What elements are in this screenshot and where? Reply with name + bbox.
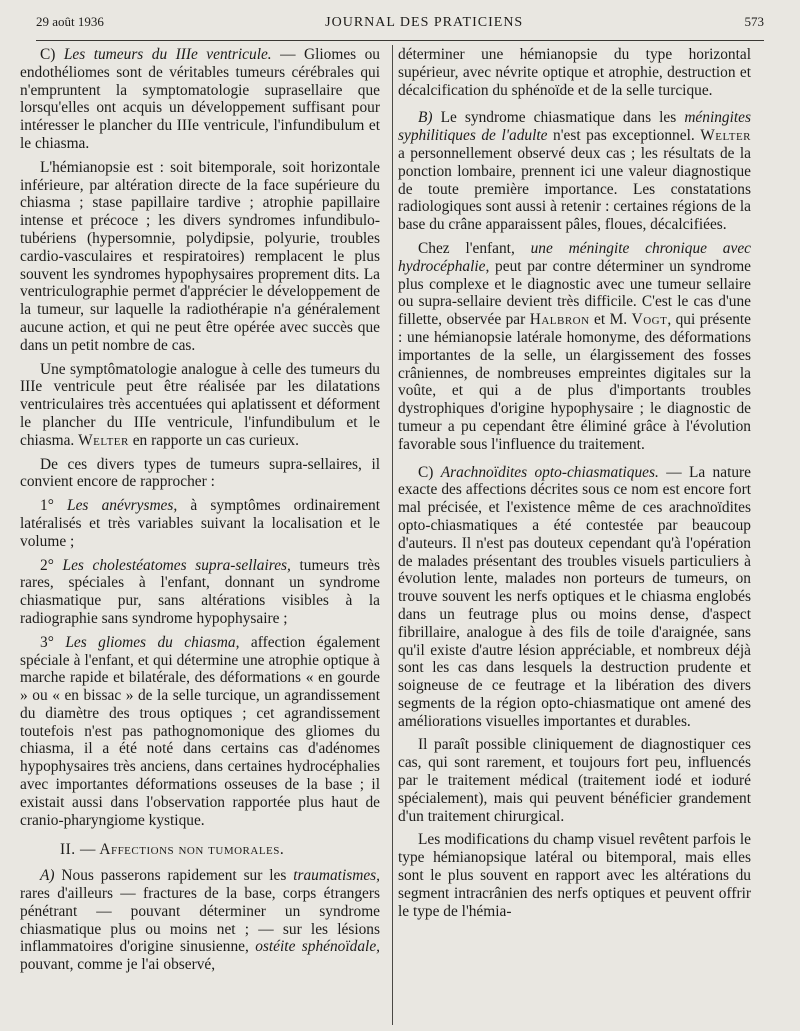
item-title: Les anévrysmes,: [67, 497, 178, 515]
header-rule: [36, 40, 764, 41]
paragraph: C) Les tumeurs du IIIe ventricule. — Gliomes ou endothéliomes sont de véritables tumeurs cérébrales qui n'empruntent la symptomatologie suprasellaire que lorsqu'elles ont acquis un développement suffisant pour intéresser le plancher du IIIe ventricule, l'infundibulum et le chiasma.: [20, 46, 380, 152]
journal-title: JOURNAL DES PRATICIENS: [325, 15, 524, 30]
right-column: [398, 46, 751, 926]
paragraph: A) Nous passerons rapidement sur les traumatismes, rares d'ailleurs — fractures de la base, corps étrangers pénétrant — pouvant déterminer un syndrome chiasmatique plus ou moins net ; — sur les lésions inflammatoires d'origine sinusienne, ostéite sphénoïdale, pouvant, comme je l'ai observé,: [20, 867, 381, 974]
list-item: 2° Les cholestéatomes supra-sellaires, tumeurs très rares, spéciales à l'enfant, donnant un syndrome chiasmatique pur, sans altérations visibles à la radiographie sans syndrome hypophysaire ;: [20, 556, 380, 627]
page-header: [36, 14, 764, 36]
author-name: Vogt: [631, 311, 668, 329]
paragraph: déterminer une hémianopsie du type horizontal supérieur, avec névrite optique et atrophie, destruction et décalcification du sphénoïde et de la selle turcique.: [398, 46, 751, 99]
paragraph: Une symptômatologie analogue à celle des tumeurs du IIIe ventricule peut être réalisée par les dilatations ventriculaires très accentuées qui aplatissent et déforment le plancher du IIIe ventricule, l'infundibulum et le chiasma. Welter en rapporte un cas curieux.: [20, 360, 380, 449]
list-item: 3° Les gliomes du chiasma, affection également spéciale à l'enfant, et qui détermine une atrophie optique à marche rapide et bilatérale, des déformations « en gourde » ou « en bissac » de la selle turcique, un agrandissement du diamètre des trous optiques ; cet agrandissement toutefois n'est pas pathognomonique des gliomes du chiasma, il a été noté dans certains cas d'adénomes hypophysaires très anciens, dans certaines hydrocéphalies avec importantes déformations osseuses de la base ; il existait aussi dans l'observation rapportée plus haut de cranio-pharyngiome kystique.: [20, 633, 381, 829]
paragraph: Il paraît possible cliniquement de diagnostiquer ces cas, qui sont rarement, et toujours fort peu, influencés par le traitement médical (traitement iodé et ioduré spécialement), mais qui peuvent bénéficier grandement d'un traitement chirurgical.: [398, 736, 751, 825]
page-number: 573: [744, 14, 764, 29]
paragraph: De ces divers types de tumeurs supra-sellaires, il convient encore de rapprocher :: [20, 455, 380, 491]
item-title: traumatismes,: [293, 867, 381, 885]
item-title: Les cholestéatomes supra-sellaires,: [62, 556, 291, 574]
issue-date: 29 août 1936: [36, 14, 104, 29]
column-divider: [392, 45, 393, 1025]
paragraph: L'hémianopsie est : soit bitemporale, soit horizontale inférieure, par altération directe de la face supérieure du chiasma ; stase papillaire tardive ; atrophie papillaire intense et précoce ; les divers syndromes infundibulo-tubériens (hypersomnie, polydipsie, polyurie, troubles cardio-vasculaires et respiratoires) remplacent le plus souvent les syndromes hypophysaires proprement dits. La ventriculographie permet d'apprécier le développement de la tumeur, sur laquelle la radiothérapie n'a généralement aucune action, et qui ne peut être opérée avec succès que dans un petit nombre de cas.: [20, 158, 380, 354]
item-title: méningites syphilitiques de l'adulte: [398, 109, 751, 145]
section-title: Les tumeurs du IIIe ventricule.: [63, 46, 272, 63]
paragraph: Chez l'enfant, une méningite chronique avec hydrocéphalie, peut par contre déterminer un syndrome plus complexe et le diagnostic avec une tumeur sellaire ou supra-sellaire devient très difficile. C'est le cas d'une fillette, observée par Halbron et M. Vogt, qui présente : une hémianopsie latérale homonyme, des déformations importantes de la selle, un élargissement des fosses crâniennes, de nombreuses empreintes digitales sur la voûte, et qui a de plus d'importants troubles dystrophiques d'origine hypophysaire ; le diagnostic de tumeur a pu cependant être éliminé grâce à l'évolution favorable sous l'influence du traitement.: [398, 239, 752, 453]
author-name: Welter: [700, 127, 752, 145]
section-heading: II. — Affections non tumorales.: [60, 841, 285, 859]
author-name: Welter: [78, 431, 129, 449]
paragraph: B) Le syndrome chiasmatique dans les méningites syphilitiques de l'adulte n'est pas exceptionnel. Welter a personnellement observé deux cas ; les résultats de la ponction lombaire, prennent ici une valeur diagnostique de toute première importance. Les constatations radiologiques sont aussi à retenir : certaines régions de la base du crâne apparaissent pâles, floues, décalcifiées.: [398, 109, 752, 234]
item-title: ostéite sphénoïdale,: [255, 938, 380, 956]
author-name: Halbron: [529, 311, 590, 329]
item-title: une méningite chronique avec hydrocéphalie,: [398, 239, 751, 275]
section-title: Arachnoïdites opto-chiasmatiques.: [440, 463, 659, 481]
paragraph: Les modifications du champ visuel revêtent parfois le type hémianopsique latéral ou bitemporal, mais elles sont le plus souvent en rapport avec les altérations du segment intracrânien des nerfs optiques et peuvent offrir le type de l'hémia-: [398, 831, 751, 920]
item-title: Les gliomes du chiasma,: [65, 633, 240, 651]
paragraph: C) Arachnoïdites opto-chiasmatiques. — La nature exacte des affections décrites sous ce nom est encore fort mal précisée, et l'existence même de ces arachnoïdites opto-chiasmatiques a été contestée par beaucoup d'auteurs. Il n'est pas douteux cependant qu'à l'opération de malades présentant des troubles visuels particuliers à évolution lente, malades non porteurs de tumeurs, on trouve souvent les nerfs optiques et le chiasma englobés dans un feutrage plus ou moins dense, d'aspect fibrillaire, analogue à des fils de toile d'araignée, sans qu'il existe d'autre lésion appréciable, et nombreux déjà sont les cas dans lesquels la destruction prudente et soigneuse de ce feutrage et la libération des divers segments de la région opto-chiasmatique ont amené des améliorations visuelles importantes et durables.: [398, 463, 751, 730]
left-column: [20, 46, 380, 980]
list-item: 1° Les anévrysmes, à symptômes ordinairement latéralisés et très variables suivant la localisation et le volume ;: [20, 497, 381, 550]
